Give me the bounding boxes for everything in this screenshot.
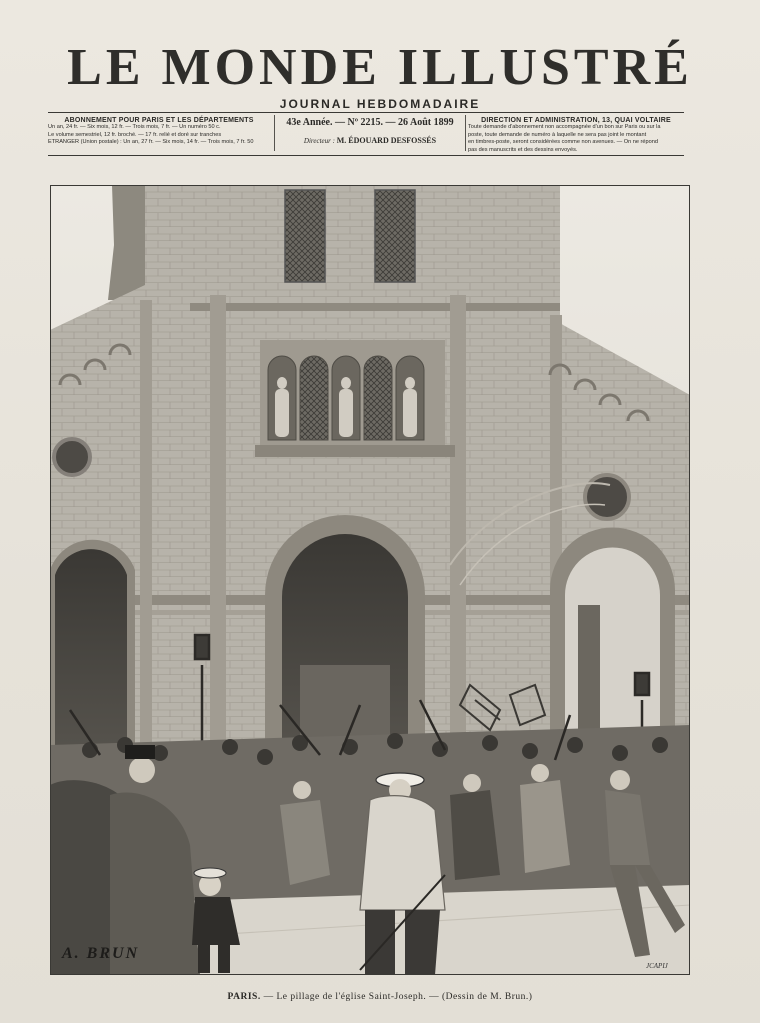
administration-line: pas des manuscrits et des dessins envoyés.: [468, 146, 578, 153]
administration-line: Toute demande d'abonnement non accompagnée d'un bon sur Paris ou sur la: [468, 124, 661, 130]
administration-line: en timbres-poste, seront considérées comme non avenues. — On ne répond: [468, 139, 658, 145]
director-label: Directeur :: [303, 137, 335, 145]
administration-heading: DIRECTION ET ADMINISTRATION, 13, QUAI VOLTAIRE: [481, 117, 671, 124]
caption-title: — Le pillage de l'église Saint-Joseph. —: [263, 992, 440, 1002]
caption-credit: (Dessin de M. Brun.): [441, 992, 533, 1002]
masthead-subtitle: JOURNAL HEBDOMADAIRE: [279, 97, 481, 111]
subscription-block: [48, 117, 270, 147]
director-line: [275, 136, 465, 145]
issue-block: [274, 115, 466, 151]
masthead-title: LE MONDE ILLUSTRÉ: [67, 39, 693, 96]
engraver-mark: JCAPIJ: [646, 962, 668, 970]
subscription-line: Un an, 24 fr. — Six mois, 12 fr. — Trois mois, 7 fr. — Un numéro 50 c.: [48, 124, 221, 130]
caption-location: PARIS.: [227, 992, 261, 1002]
subscription-line: ÉTRANGER (Union postale) : Un an, 27 fr. — Six mois, 14 fr. — Trois mois, 7 fr. 50: [48, 139, 254, 145]
administration-line: poste, toute demande de numéro à laquelle ne sera pas joint le montant: [468, 131, 647, 138]
artist-signature: A. BRUN: [62, 945, 140, 962]
subscription-heading: ABONNEMENT POUR PARIS ET LES DÉPARTEMENTS: [64, 117, 254, 124]
subscription-line: Le volume semestriel, 12 fr. broché. — 17 fr. relié et doré sur tranches: [48, 131, 222, 138]
church-riot-engraving: [50, 185, 690, 975]
administration-block: [468, 117, 684, 154]
issue-line: 43e Année. — Nº 2215. — 26 Août 1899: [286, 117, 454, 128]
director-name: M. ÉDOUARD DESFOSSÉS: [336, 136, 437, 145]
info-bar: [48, 112, 684, 156]
illustration-caption: [0, 992, 760, 1002]
